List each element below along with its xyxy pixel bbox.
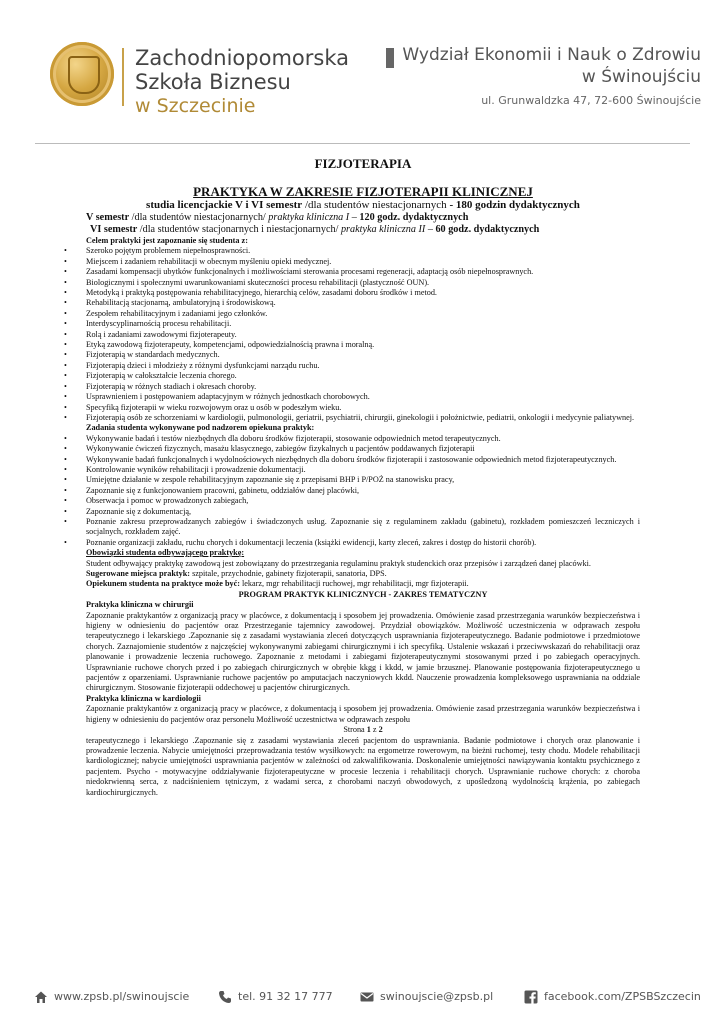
school-name-line3: w Szczecinie: [135, 95, 256, 117]
list-item: • Zapoznanie się z funkcjonowaniem pracowni, gabinetu, oddziałów danej placówki,: [86, 486, 640, 496]
list-item: • Kontrolowanie wyników rehabilitacji i prowadzenie dokumentacji.: [86, 465, 640, 475]
surgery-heading: Praktyka kliniczna w chirurgii: [86, 600, 194, 610]
goals-list: [86, 246, 640, 423]
sem5-hours: 120 godz. dydaktycznych: [359, 212, 469, 223]
list-item: • Fizjoterapią dzieci i młodzieży z różnymi dysfunkcjami narządu ruchu.: [86, 361, 640, 371]
sem6-practice: praktyka kliniczna II: [340, 224, 426, 235]
list-item: • Specyfiką fizjoterapii w wieku rozwojowym oraz u osób w podeszłym wieku.: [86, 403, 640, 413]
department-info: [402, 44, 701, 107]
envelope-icon: [360, 990, 374, 1004]
studies-hours: - 180 godzin dydaktycznych: [449, 199, 580, 211]
list-item: • Fizjoterapią w standardach medycznych.: [86, 350, 640, 360]
list-item: • Wykonywanie ćwiczeń fizycznych, masażu klasycznego, zabiegów fizykalnych u pacjentów poddawanych fizjoterapii: [86, 444, 640, 454]
footer-web-text[interactable]: www.zpsb.pl/swinoujscie: [54, 990, 190, 1003]
header-rule: [35, 143, 690, 144]
sem6-label: VI semestr: [90, 224, 138, 235]
sem6-audience: /dla studentów stacjonarnych i niestacjonarnych/: [137, 224, 341, 235]
tasks-heading: Zadania studenta wykonywane pod nadzorem opiekuna praktyk:: [86, 423, 315, 433]
page-word: Strona: [343, 725, 367, 735]
list-item: • Obserwacja i pomoc w prowadzonych zabiegach,: [86, 496, 640, 506]
list-item: • Fizjoterapią w różnych stadiach i okresach choroby.: [86, 382, 640, 392]
school-seal-logo: [50, 42, 114, 106]
page-of: z: [370, 725, 379, 735]
mentor-text: lekarz, mgr rehabilitacji ruchowej, mgr rehabilitacji, mgr fizjoterapii.: [239, 579, 469, 589]
footer-phone[interactable]: [218, 990, 333, 1004]
list-item: • Wykonywanie badań i testów niezbędnych dla doboru środków fizjoterapii, stosowanie odpowiednich metod terapeutycznych.: [86, 434, 640, 444]
sem6-dash: –: [425, 224, 436, 235]
list-item: • Rolą i zadaniami zawodowymi fizjoterapeuty.: [86, 330, 640, 340]
sem5-label: V semestr: [86, 212, 130, 223]
list-item: • Zespołem rehabilitacyjnym i zadaniami jego członków.: [86, 309, 640, 319]
list-item: • Miejscem i zadaniem rehabilitacji w obecnym myśleniu opieki medycznej.: [86, 257, 640, 267]
places-text: szpitale, przychodnie, gabinety fizjoterapii, sanatoria, DPS.: [190, 569, 387, 578]
program-heading: PROGRAM PRAKTYK KLINICZNYCH - ZAKRES TEMATYCZNY: [238, 589, 488, 599]
sem5-practice: praktyka kliniczna I: [268, 212, 350, 223]
semester-5-line: [86, 212, 640, 224]
list-item: • Zasadami kompensacji ubytków funkcjonalnych i możliwościami sterowania procesami regeneracji, adaptacją osób niepełnosprawnych.: [86, 267, 640, 277]
school-name-line2: Szkoła Biznesu: [135, 70, 291, 94]
list-item: • Umiejętne działanie w zespole rehabilitacyjnym zapoznanie się z przepisami BHP i P/POŻ na stanowisku pracy,: [86, 475, 640, 485]
facebook-icon: [524, 990, 538, 1004]
places-line: [86, 569, 640, 579]
department-name: Wydział Ekonomii i Nauk o Zdrowiu: [402, 45, 701, 65]
places-label: Sugerowane miejsca praktyk:: [86, 569, 191, 578]
sem5-audience: /dla studentów niestacjonarnych/: [129, 212, 269, 223]
list-item: • Biologicznymi i społecznymi uwarunkowaniami skuteczności procesu rehabilitacji (plastyczność OUN).: [86, 278, 640, 288]
footer-facebook[interactable]: [524, 990, 701, 1004]
obligations-text: Student odbywający praktykę zawodową jest zobowiązany do przestrzegania regulaminu praktyk studenckich oraz przepisów i zarządzeń danej placówki.: [86, 558, 591, 568]
studies-audience: /dla studentów niestacjonarnych: [302, 199, 450, 211]
letterhead: [0, 0, 725, 145]
footer-phone-text[interactable]: tel. 91 32 17 777: [238, 990, 333, 1003]
list-item: • Interdyscyplinarnością procesu rehabilitacji.: [86, 319, 640, 329]
mentor-label: Opiekunem studenta na praktyce może być:: [86, 579, 240, 589]
doc-subtitle: PRAKTYKA W ZAKRESIE FIZJOTERAPII KLINICZNEJ: [193, 184, 533, 199]
list-item: • Zapoznanie się z dokumentacją,: [86, 507, 640, 517]
list-item: • Etyką zawodową fizjoterapeuty, kompetencjami, odpowiedzialnością prawna i moralną.: [86, 340, 640, 350]
goals-heading: Celem praktyki jest zapoznanie się studenta z:: [86, 236, 248, 245]
mentor-line: [86, 579, 640, 589]
list-item: • Szeroko pojętym problemem niepełnosprawności.: [86, 246, 640, 256]
footer-email-text[interactable]: swinoujscie@zpsb.pl: [380, 990, 494, 1003]
page-total: 2: [378, 725, 383, 735]
list-item: • Fizjoterapią w całokształcie leczenia chorego.: [86, 371, 640, 381]
header-divider: [122, 48, 124, 106]
list-item: • Usprawnieniem i postępowaniem adaptacyjnym w różnych jednostkach chorobowych.: [86, 392, 640, 402]
studies-line: [86, 199, 640, 212]
document-body: [86, 150, 640, 798]
semester-6-line: [86, 224, 640, 236]
list-item: • Metodyką i praktyką postępowania rehabilitacyjnego, hierarchią celów, zasadami doboru środków i metod.: [86, 288, 640, 298]
studies-label: studia licencjackie V i VI semestr: [146, 199, 303, 211]
footer-facebook-text[interactable]: facebook.com/ZPSBSzczecin: [544, 990, 701, 1003]
list-item: • Fizjoterapią osób ze schorzeniami w kardiologii, pulmonologii, geriatrii, psychiatrii, chirurgii, ginekologii i położnictwie, pediatrii, onkologii i medycynie paliatywnej.: [86, 413, 640, 423]
phone-icon: [218, 990, 232, 1004]
school-name-line1: Zachodniopomorska: [135, 46, 349, 70]
department-city: w Świnoujściu: [581, 67, 701, 87]
obligations-heading: Obowiązki studenta odbywającego praktykę:: [86, 548, 245, 558]
school-name: [135, 46, 349, 118]
list-item: • Poznanie zakresu przeprowadzanych zabiegów i świadczonych usług. Zapoznanie się z regulaminem zakładu (gabinetu), rozkładem pomieszczeń leczniczych i socjalnych, rozkładem zajęć.: [86, 517, 640, 538]
cardio-heading: Praktyka kliniczna w kardiologii: [86, 693, 201, 703]
sem6-hours: 60 godz. dydaktycznych: [435, 224, 540, 235]
cardio-text-part2: terapeutycznego i lekarskiego .Zapoznanie się z zasadami wystawiania zleceń pacjentom do usprawniania. Badanie podmiotowe i chorych oraz planowanie i prowadzenie leczenia. Nabycie umiejętności przeprowadzania testów wysiłkowych: na ergometrze rowerowym, na bieżni ruchomej, testy chodu. Modele rehabilitacji kardiologicznej; nabycie umiejętności usprawniania pacjentów w zależności od zakwalifikowania. Doskonalenie umiejętności nawiązywania kontaktu psychicznego z pacjentem. Psycho - motywacyjne oddziaływanie fizjoterapeutyczne w procesie leczenia i rehabilitacji chorych. Usprawnianie ruchowe chorych: z choroba niedokrwienną serca, z nadciśnieniem tętniczym, z wadami serca, z chorobami naczyń obwodowych, z upośledzoną wydolnością krążenia, po zabiegach kardiochirurgicznych.: [86, 735, 640, 797]
list-item: • Rehabilitacją stacjonarną, ambulatoryjną i środowiskową.: [86, 298, 640, 308]
footer-email[interactable]: [360, 990, 493, 1004]
cardio-text-part1: Zapoznanie praktykantów z organizacją pracy w placówce, z dokumentacją i sposobem jej prowadzenia. Omówienie zasad przestrzegania warunków bezpieczeństwa i higieny w odniesieniu do pacjentów oraz personelu Możliwość uczestnictwa w odprawach zespołu: [86, 704, 640, 724]
department-address: ul. Grunwaldzka 47, 72-600 Świnoujście: [481, 94, 701, 107]
tasks-list: [86, 434, 640, 548]
home-icon: [34, 990, 48, 1004]
department-marker: [386, 48, 394, 68]
sem5-dash: –: [349, 212, 360, 223]
footer-web[interactable]: [34, 990, 189, 1004]
list-item: • Wykonywanie badań funkcjonalnych i wydolnościowych niezbędnych dla doboru środków fizjoterapii i zastosowanie odpowiednich metod fizjoterapeutycznych.: [86, 455, 640, 465]
doc-title: FIZJOTERAPIA: [314, 156, 412, 171]
list-item: • Poznanie organizacji zakładu, ruchu chorych i dokumentacji leczenia (książki ewidencji, karty zleceń, zakres i dostęp do historii chorób).: [86, 538, 640, 548]
page-number: [86, 725, 640, 735]
footer: [0, 978, 725, 1018]
page-current: 1: [366, 725, 371, 735]
surgery-text: Zapoznanie praktykantów z organizacją pracy w placówce, z dokumentacją i sposobem jej prowadzenia. Omówienie zasad przestrzegania warunków bezpieczeństwa i higieny w odniesieniu do pacjentów oraz Przestrzeganie tajemnicy zawodowej. Przydział obowiązków. Możliwość uczestniczenia w odprawach zespołu terapeutycznego i lekarskiego .Zapoznanie się z zasadami wystawiania zleceń dotyczących usprawniania fizjoterapeutycznego. Badanie podmiotowe i przedmiotowe chorych. Zaznajomienie studentów z najczęściej wykonywanymi zabiegami chirurgicznymi i ich specyfiką. Ustalenie wskazań i przeciwwskazań do rehabilitacji oraz planowanie i prowadzenie leczenia ruchowego. Zapoznanie z metodami i zabiegami fizjoterapeutycznymi stosowanymi przed i po zabiegach operacyjnych. Usprawnianie ruchowe chorych przed i po zabiegach chirurgicznych w obrębie kkgg i kkdd, w jamie brzusznej. Planowanie postępowania fizjoterapeutycznego u pacjentów z oparzeniami. Usprawnianie ruchowe pacjentów po amputacjach naczyniowych kkdd. Nauczenie prowadzenia kompleksowego usprawniania na oddziale chirurgicznym. Stosowanie fizjoterapii oddechowej u pacjentów chirurgicznych.: [86, 610, 640, 693]
